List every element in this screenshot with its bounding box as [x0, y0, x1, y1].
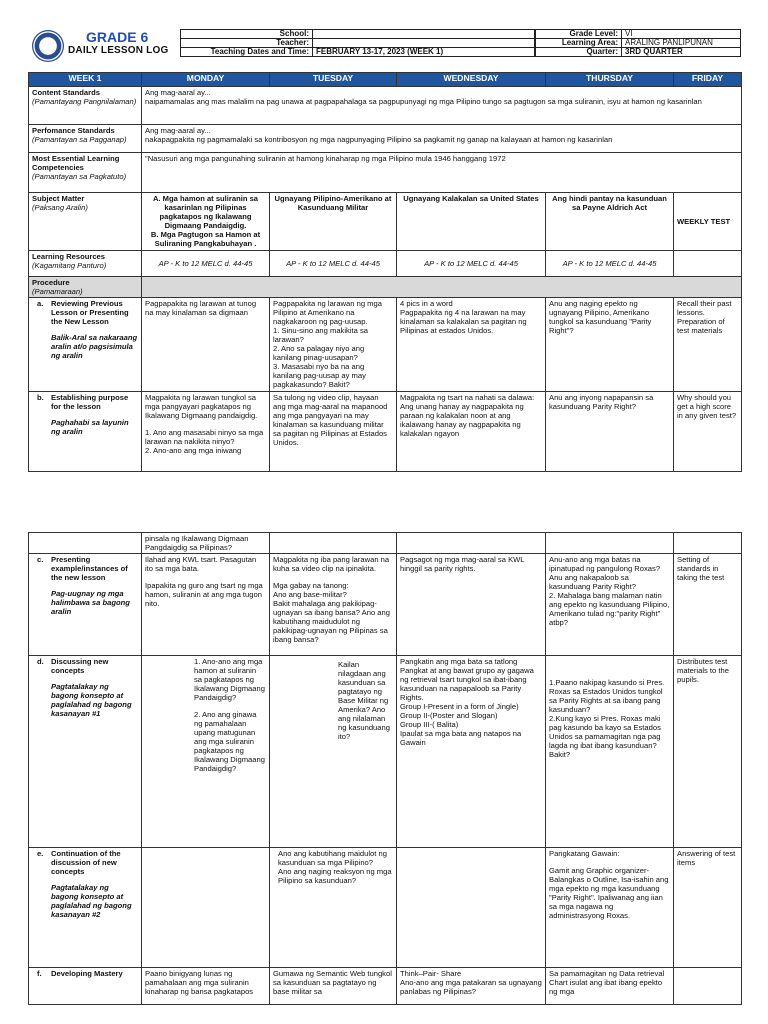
- grade-level-label: Grade Level:: [536, 30, 622, 39]
- subject-matter-label: Subject Matter: [32, 194, 85, 203]
- procedure-f-row: [29, 968, 742, 1005]
- b-wednesday: Magpakita ng tsart na nahati sa dalawa: Ang unang hanay ay nagpapakita ng paraan ng kalakalan noon at ang ikalawang hanay ay nagpapakita ng kalakalan ngayon: [397, 392, 546, 472]
- procedure-row: [29, 277, 742, 298]
- content-standards-text: Ang mag-aaral ay... naipamamalas ang mas malalim na pag unawa at pagpapahalaga sa pagpupunyagi ng mga Pilipino tungo sa pagtugon sa mga suliranin, isyu at hamon ng kasarinlan: [142, 87, 742, 125]
- a-thursday: Anu ang naging epekto ng ugnayang Pilipino, Amerikano tungkol sa kasunduang "Parity Right"?: [546, 298, 674, 392]
- f-tuesday: Gumawa ng Semantic Web tungkol sa kasunduan sa pagtatayo ng base militar sa: [270, 968, 397, 1005]
- c-tuesday-2: Mga gabay na tanong: Ano ang base-militar? Bakit mahalaga ang pakikipag-ugnayan sa ibang bansa? Ano ang kabutihang maidudulot ng pakikipag-ugnayan ng Pilipinas sa ibang bansa?: [273, 581, 390, 644]
- f-letter: f.: [37, 969, 42, 978]
- performance-standards-text: Ang mag-aaral ay... nakapagpakita ng pagmamalaki sa kontribosyon ng mga nagpunyaging Pilipino sa pagkamit ng ganap na kalayaan at hamon ng kasarinlan: [142, 125, 742, 153]
- procedure-sub: (Pamamaraan): [32, 287, 83, 296]
- resources-thursday: AP - K to 12 MELC d. 44-45: [546, 251, 674, 277]
- f-friday: [674, 968, 742, 1005]
- content-standards-sub: (Pamantayang Pangnilalaman): [32, 97, 137, 106]
- a-tuesday: Pagpapakita ng larawan ng mga Pilipino at Amerikano na nagkakaroon ng pag-uusap.: [273, 299, 382, 326]
- e-tuesday: Ano ang kabutihang maidulot ng kasunduan sa mga Pilipino? Ano ang naging reaksyon ng mga Pilipino sa kasunduan?: [270, 848, 397, 968]
- tuesday-header: TUESDAY: [270, 73, 397, 87]
- subject-matter-row: [29, 193, 742, 251]
- deped-seal-logo: [32, 30, 64, 62]
- wednesday-header: WEDNESDAY: [397, 73, 546, 87]
- resources-sub: (Kagamitang Panturo): [32, 261, 107, 270]
- a-tuesday-q2: 2. Ano sa palagay niyo ang kanilang pinag-uusapan?: [273, 344, 365, 362]
- subject-monday: A. Mga hamon at suliranin sa kasarinlan ng Pilipinas pagkatapos ng Ikalawang Digmaang Pandaigdig. B. Mga Pagtugon sa Hamon at Suliraning Pangkabuhayan .: [142, 193, 270, 251]
- c-title: Presenting example/instances of the new lesson: [51, 555, 128, 582]
- b-sub: Paghahabi sa layunin ng aralin: [51, 418, 129, 436]
- teacher-label: Teacher:: [181, 39, 313, 48]
- procedure-e-row: [29, 848, 742, 968]
- resources-label: Learning Resources: [32, 252, 106, 261]
- e-thursday-2: Gamit ang Graphic organizer-Balangkas o Outline, Isa-isahin ang mga epekto ng mga kasunduang "Parity Right". Ipaliwanag ang iian sa mga nagawa ng administrasyong Roxas.: [549, 866, 669, 920]
- c-tuesday: Magpakita ng iba pang larawan na kuha sa video clip na ipinakita.: [273, 555, 390, 573]
- a-sub: Balik-Aral sa nakaraang aralin at/o pagsisimula ng aralin: [51, 333, 138, 360]
- c-thursday: Anu-ano ang mga batas na ipinatupad ng pangulong Roxas? Anu ang nakapaloob sa kasunduang Parity Right? 2. Mahalaga bang malaman natin ang epekto ng kasunduang Pilipino, Amerikano tulad ng:"parity Right" atbp?: [546, 554, 674, 656]
- procedure-b-continued-row: [29, 533, 742, 554]
- learning-area-value: ARALING PANLIPUNAN: [622, 39, 741, 48]
- friday-header: FRIDAY: [674, 73, 742, 87]
- d-tuesday: Kailan nilagdaan ang kasunduan sa pagtatayo ng Base Militar ng Amerika? Ano ang nilalaman ng kasunduang ito?: [270, 656, 397, 848]
- dates-value: FEBRUARY 13-17, 2023 (WEEK 1): [313, 48, 535, 57]
- lesson-log-header: [28, 28, 741, 65]
- dates-label: Teaching Dates and Time:: [181, 48, 313, 57]
- c-monday: Ilahad ang KWL tsart. Pasagutan ito sa mga bata.: [145, 555, 257, 573]
- subject-friday: WEEKLY TEST: [674, 193, 742, 251]
- melc-text: "Nasusuri ang mga pangunahing suliranin at hamong kinaharap ng mga Pilipino mula 1946 hanggang 1972: [142, 153, 742, 193]
- d-monday-2: 2. Ano ang ginawa ng pamahalaan upang matugunan ang mga suliranin pagkatapos ng Ikalawang Digmaang Pandaigdig?: [194, 710, 265, 773]
- f-wednesday: Think–Pair- Share Ano-ano ang mga patakaran sa ugnayang panlabas ng Pilipinas?: [397, 968, 546, 1005]
- resources-wednesday: AP - K to 12 MELC d. 44-45: [397, 251, 546, 277]
- a-wednesday: 4 pics in a word Pagpapakita ng 4 na larawan na may kinalaman sa kalakalan sa pagitan ng Pilipinas at estados Unidos.: [397, 298, 546, 392]
- quarter-label: Quarter:: [536, 48, 622, 57]
- e-wednesday: [397, 848, 546, 968]
- d-friday: Distributes test materials to the pupils.: [674, 656, 742, 848]
- melc-row: [29, 153, 742, 193]
- procedure-a-row: [29, 298, 742, 392]
- resources-row: [29, 251, 742, 277]
- learning-area-label: Learning Area:: [536, 39, 622, 48]
- school-value: [313, 30, 535, 39]
- class-info-table: [535, 29, 741, 57]
- procedure-d-row: [29, 656, 742, 848]
- grade-level-value: VI: [622, 30, 741, 39]
- a-letter: a.: [37, 299, 44, 308]
- subject-wednesday: Ugnayang Kalakalan sa United States: [397, 193, 546, 251]
- c-monday-2: Ipapakita ng guro ang tsart ng mga hamon, suliranin at ang mga tugon nito.: [145, 581, 263, 608]
- e-monday: [142, 848, 270, 968]
- melc-sub: (Pamantayan sa Pagkatuto): [32, 172, 127, 181]
- subject-matter-sub: (Paksang Aralin): [32, 203, 88, 212]
- f-thursday: Sa pamamagitan ng Data retrieval Chart isulat ang ibat ibang epekto ng mga: [546, 968, 674, 1005]
- e-sub: Pagtatalakay ng bagong konsepto at paglalahad ng bagong kasanayan #2: [51, 883, 132, 919]
- d-letter: d.: [37, 657, 44, 666]
- c-letter: c.: [37, 555, 44, 564]
- a-tuesday-q3: 3. Masasabi nyo ba na ang kanilang pag-uusap ay may pagkakasundo? Bakit?: [273, 362, 366, 389]
- quarter-value: 3RD QUARTER: [622, 48, 741, 57]
- procedure-label: Procedure: [32, 278, 70, 287]
- day-header-row: [29, 73, 742, 87]
- b-monday-continued: pinsala ng Ikalawang Digmaan Pangdaigdig sa Pilipinas?: [142, 533, 270, 554]
- a-tuesday-q1: 1. Sinu-sino ang makikita sa larawan?: [273, 326, 368, 344]
- f-title: Developing Mastery: [51, 969, 123, 978]
- resources-monday: AP - K to 12 MELC d. 44-45: [142, 251, 270, 277]
- c-wednesday: Pagsagot ng mga mag-aaral sa KWL hinggil sa parity rights.: [397, 554, 546, 656]
- lesson-table-part1: [28, 72, 742, 472]
- a-monday: Pagpapakita ng larawan at tunog na may kinalaman sa digmaan: [142, 298, 270, 392]
- subject-thursday: Ang hindi pantay na kasunduan sa Payne Aldrich Act: [546, 193, 674, 251]
- b-thursday: Anu ang inyong napapansin sa kasunduang Parity Right?: [546, 392, 674, 472]
- b-friday: Why should you get a high score in any given test?: [674, 392, 742, 472]
- lesson-table-part2: [28, 532, 742, 1005]
- d-sub: Pagtatalakay ng bagong konsepto at paglalahad ng bagong kasanayan #1: [51, 682, 132, 718]
- d-monday: 1. Ano-ano ang mga hamon at suliranin sa pagkatapos ng Ikalawang Digmaang Pandaigdig?: [194, 657, 265, 702]
- resources-tuesday: AP - K to 12 MELC d. 44-45: [270, 251, 397, 277]
- b-letter: b.: [37, 393, 44, 402]
- b-monday: Magpakita ng larawan tungkol sa mga pangyayari pagkatapos ng Ikalawang Digmaang pandaigdig.: [145, 393, 258, 420]
- performance-standards-sub: (Pamantayan sa Pagganap): [32, 135, 127, 144]
- content-standards-row: [29, 87, 742, 125]
- procedure-c-row: [29, 554, 742, 656]
- e-friday: Answering of test items: [674, 848, 742, 968]
- thursday-header: THURSDAY: [546, 73, 674, 87]
- b-tuesday: Sa tulong ng video clip, hayaan ang mga mag-aaral na mapanood ang mga pangyayari na may kinalaman sa kasunduang militar sa pagitan ng Pilipinas at Estados Unidos.: [270, 392, 397, 472]
- c-sub: Pag-uugnay ng mga halimbawa sa bagong aralin: [51, 589, 130, 616]
- f-monday: Paano binigyang lunas ng pamahalaan ang mga suliranin kinaharap ng bansa pagkatapos: [142, 968, 270, 1005]
- performance-standards-label: Perfomance Standards: [32, 126, 115, 135]
- procedure-b-row: [29, 392, 742, 472]
- school-label: School:: [181, 30, 313, 39]
- a-title: Reviewing Previous Lesson or Presenting the New Lesson: [51, 299, 129, 326]
- grade-title: GRADE 6: [86, 29, 149, 45]
- e-letter: e.: [37, 849, 44, 858]
- a-friday: Recall their past lessons. Preparation of test materials: [674, 298, 742, 392]
- melc-label: Most Essential Learning Competencies: [32, 154, 120, 172]
- e-title: Continuation of the discussion of new concepts: [51, 849, 121, 876]
- d-title: Discussing new concepts: [51, 657, 109, 675]
- school-info-table: [180, 29, 535, 57]
- performance-standards-row: [29, 125, 742, 153]
- d-thursday: 1.Paano nakipag kasundo si Pres. Roxas sa Estados Unidos tungkol sa Parity Rights at sa ibang pang kasunduan? 2.Kung kayo si Pres. Roxas maki pag kasundo ba kayo sa Estados Unidos sa pamamagitan nga pag lagda ng ibat ibang kasunduan? Bakit?: [546, 656, 674, 848]
- c-friday: Setting of standards in taking the test: [674, 554, 742, 656]
- log-title: DAILY LESSON LOG: [68, 45, 169, 56]
- e-thursday: Pangkatang Gawain:: [549, 849, 620, 858]
- week-header: WEEK 1: [29, 73, 142, 87]
- monday-header: MONDAY: [142, 73, 270, 87]
- b-title: Establishing purpose for the lesson: [51, 393, 129, 411]
- b-monday-q1: 1. Ano ang masasabi ninyo sa mga larawan na nakikita ninyo?: [145, 428, 264, 446]
- content-standards-label: Content Standards: [32, 88, 100, 97]
- subject-tuesday: Ugnayang Pilipino-Amerikano at Kasunduang Militar: [270, 193, 397, 251]
- b-monday-q2: 2. Ano-ano ang mga iniwang: [145, 446, 242, 455]
- d-wednesday: Pangkatin ang mga bata sa tatlong Pangkat at ang bawat grupo ay gagawa ng retrieval tsart tungkol sa ibat-ibang kasunduan na napapaloob sa Parity Rights. Group I-Present in a form of Jingle) Group II-(Poster and Slogan) Group III-( Balita) Ipaulat sa mga bata ang natapos na Gawain: [397, 656, 546, 848]
